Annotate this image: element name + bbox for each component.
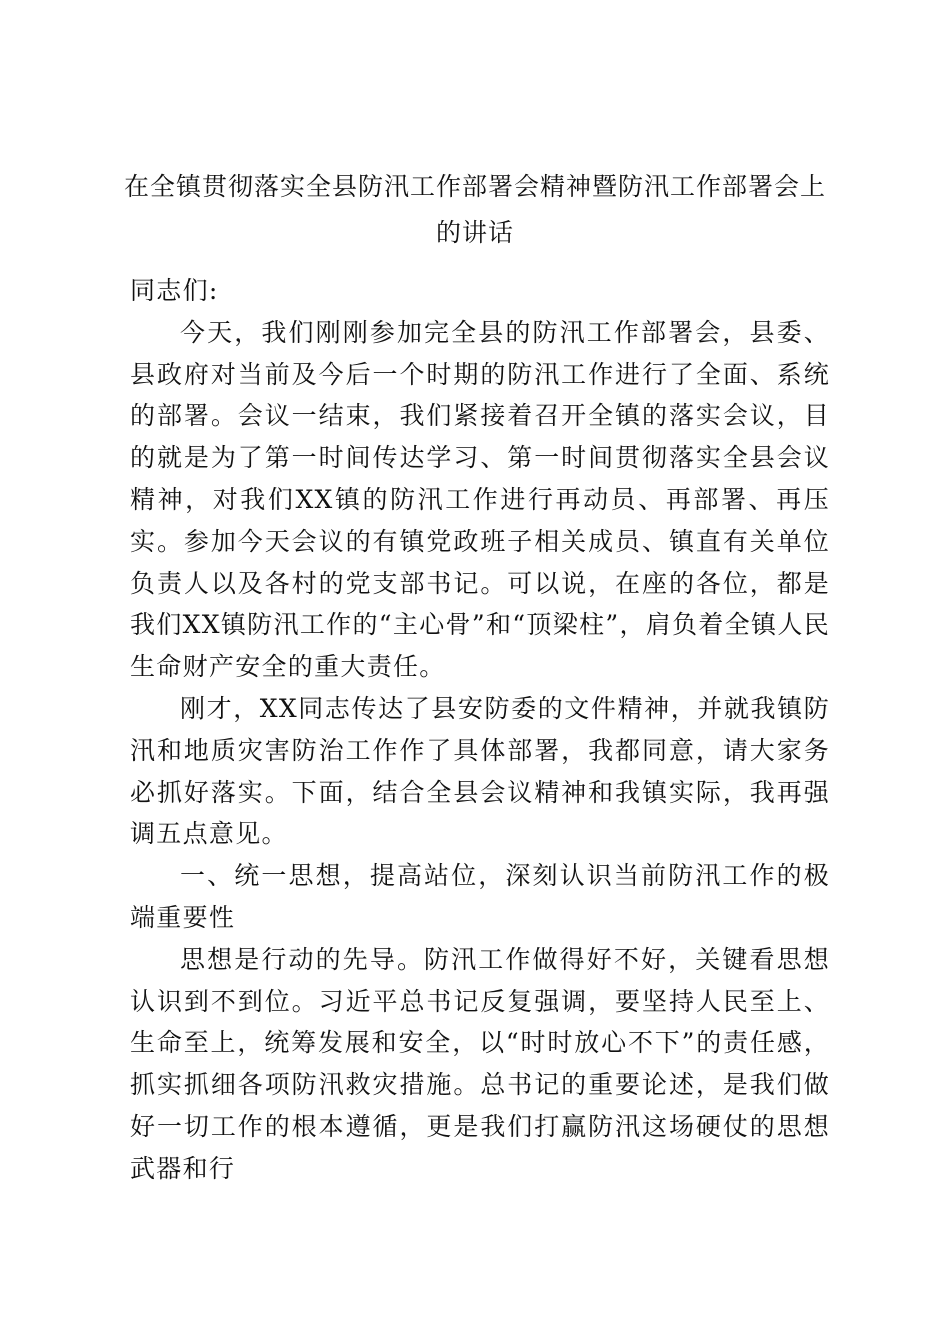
salutation: 同志们: bbox=[130, 276, 219, 305]
paragraph-opening: 今天，我们刚刚参加完全县的防汛工作部署会，县委、县政府对当前及今后一个时期的防汛工作进行了全面、系统的部署。会议一结束，我们紧接着召开全镇的落实会议，目的就是为了第一时间传达学习、第一时间贯彻落实全县会议精神，对我们XX镇的防汛工作进行再动员、再部署、再压实。参加今天会议的有镇党政班子相关成员、镇直有关单位负责人以及各村的党支部书记。可以说，在座的各位，都是我们XX镇防汛工作的“主心骨”和“顶梁柱”，肩负着全镇人民生命财产安全的重大责任。 bbox=[130, 317, 830, 682]
document-title bbox=[120, 164, 830, 256]
paragraph-section-1: 思想是行动的先导。防汛工作做得好不好，关键看思想认识到不到位。习近平总书记反复强调，要坚持人民至上、生命至上，统筹发展和安全，以“时时放心不下”的责任感，抓实抓细各项防汛救灾措施。总书记的重要论述，是我们做好一切工作的根本遵循，更是我们打赢防汛这场硬仗的思想武器和行 bbox=[130, 944, 830, 1183]
document-body bbox=[130, 270, 830, 1190]
paragraph-intro: 刚才，XX同志传达了县安防委的文件精神，并就我镇防汛和地质灾害防治工作作了具体部署，我都同意，请大家务必抓好落实。下面，结合全县会议精神和我镇实际，我再强调五点意见。 bbox=[130, 693, 830, 849]
title-line-2: 的讲话 bbox=[435, 218, 514, 247]
section-heading-1: 一、统一思想，提高站位，深刻认识当前防汛工作的极端重要性 bbox=[130, 861, 830, 932]
title-line-1: 在全镇贯彻落实全县防汛工作部署会精神暨防汛工作部署会上 bbox=[123, 172, 826, 201]
